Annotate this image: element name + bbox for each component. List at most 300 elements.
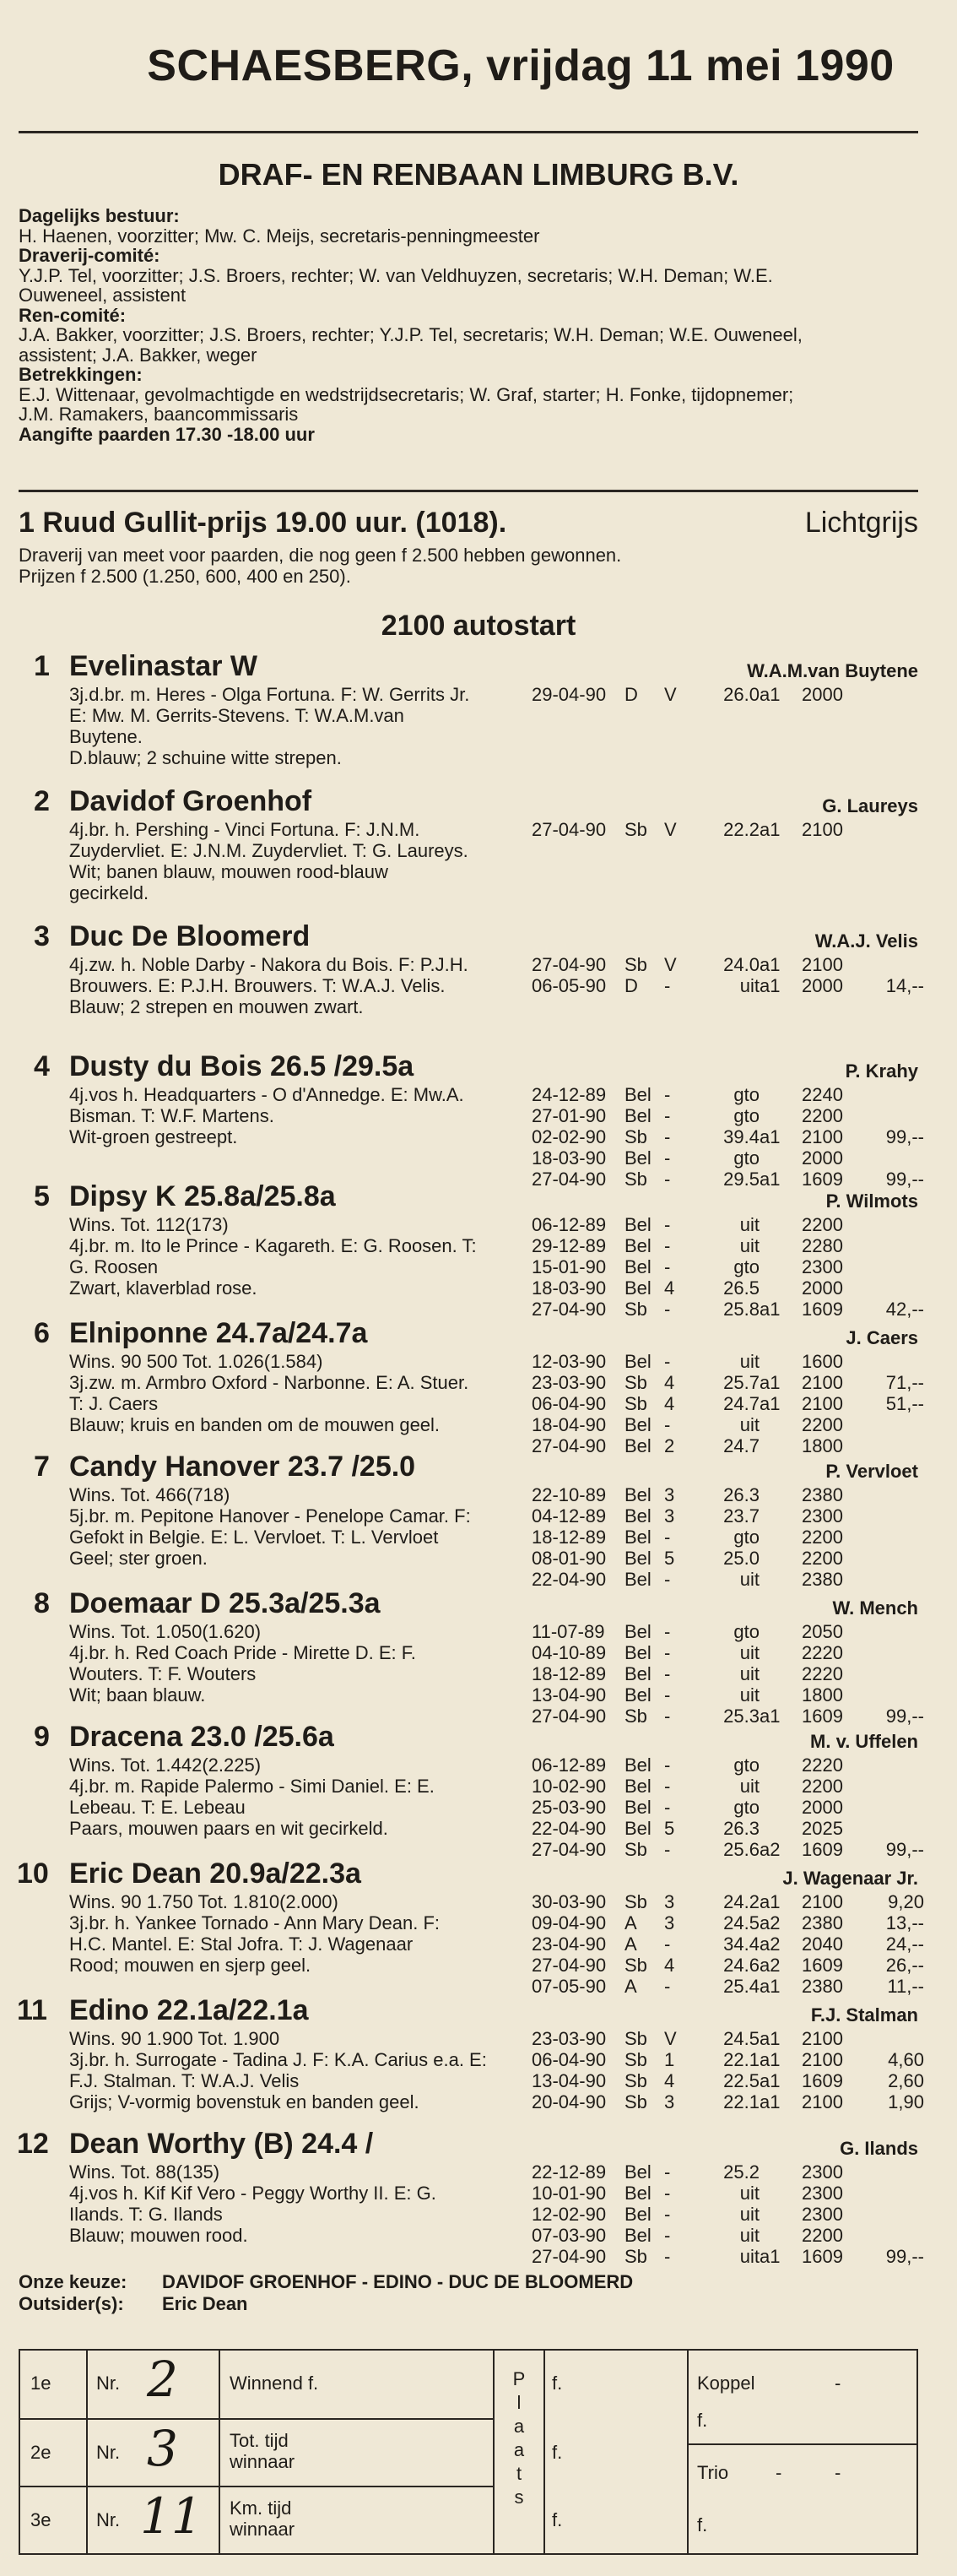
result-place: - [664, 1933, 671, 1955]
description-line: Blauw; 2 strepen en mouwen zwart. [69, 996, 364, 1017]
horse-driver: J. Wagenaar Jr. [782, 1868, 918, 1889]
description-line: Wit; banen blauw, mouwen rood-blauw [69, 861, 388, 882]
horse-name: Dracena 23.0 /25.6a [69, 1721, 334, 1753]
horse-name: Candy Hanover 23.7 /25.0 [69, 1451, 416, 1483]
result-track: Bel [624, 1505, 652, 1527]
result-row [0, 1684, 957, 1706]
result-place: 1 [664, 2049, 675, 2070]
result-date: 06-05-90 [532, 975, 607, 996]
result-track: Bel [624, 1414, 652, 1435]
result-track: Bel [624, 1754, 652, 1776]
result-distance: 2100 [802, 2091, 843, 2112]
result-distance: 2220 [802, 1642, 843, 1663]
result-place: 3 [664, 1484, 675, 1505]
result-row [0, 2091, 957, 2112]
trio-dash: - [776, 2462, 782, 2483]
horse-name: Dusty du Bois 26.5 /29.5a [69, 1050, 414, 1082]
horse-number: 12 [17, 2128, 49, 2160]
result-date: 10-01-90 [532, 2183, 607, 2204]
result-date: 27-04-90 [532, 1955, 607, 1976]
result-row [0, 2049, 957, 2070]
result-place: 5 [664, 1818, 675, 1839]
result-date: 27-04-90 [532, 954, 607, 975]
plaats-f: f. [552, 2373, 563, 2394]
result-track: A [624, 1912, 637, 1933]
result-row [0, 2070, 957, 2091]
result-date: 11-07-89 [532, 1621, 605, 1642]
result-track: Bel [624, 1351, 652, 1372]
result-row [0, 1797, 957, 1818]
result-place: - [664, 1126, 671, 1147]
result-time: 25.7 [723, 1372, 760, 1393]
result-place: - [664, 1169, 671, 1190]
result-odds: 4,60 [888, 2049, 924, 2070]
result-track: Bel [624, 1684, 652, 1706]
result-row [0, 1393, 957, 1414]
result-start: a1 [760, 975, 781, 996]
result-odds: 51,-- [885, 1393, 924, 1414]
result-date: 06-12-89 [532, 1754, 607, 1776]
race-header [19, 507, 922, 540]
result-track: Sb [624, 1372, 647, 1393]
horse-driver: W. Mench [832, 1597, 918, 1619]
result-distance: 2100 [802, 819, 843, 840]
board-text: Ouweneel, assistent [19, 285, 187, 306]
result-time: 22.5 [723, 2070, 760, 2091]
description-line: Wins. 90 1.900 Tot. 1.900 [69, 2028, 280, 2049]
result-date: 22-12-89 [532, 2161, 607, 2183]
result-place: - [664, 1527, 671, 1548]
description-line: Wit; baan blauw. [69, 1684, 206, 1706]
result-distance: 2300 [802, 1505, 843, 1527]
horse-name: Doemaar D 25.3a/25.3a [69, 1587, 381, 1619]
handwritten-number: 3 [147, 2420, 178, 2477]
plaats-letter: a [513, 2416, 525, 2437]
result-distance: 2200 [802, 1548, 843, 1569]
horse-number: 8 [34, 1587, 50, 1619]
result-row [0, 1663, 957, 1684]
race-condition: Draverij van meet voor paarden, die nog geen f 2.500 hebben gewonnen. [19, 545, 622, 566]
result-list [0, 1621, 957, 1727]
description-line: Zwart, klaverblad rose. [69, 1277, 257, 1299]
horse-driver: J. Caers [846, 1327, 918, 1348]
result-date: 22-04-90 [532, 1569, 607, 1590]
board-text: assistent; J.A. Bakker, weger [19, 344, 257, 366]
result-track: Bel [624, 1484, 652, 1505]
result-odds: 26,-- [885, 1955, 924, 1976]
result-date: 29-12-89 [532, 1235, 607, 1256]
result-date: 02-02-90 [532, 1126, 607, 1147]
horse-number: 2 [34, 785, 50, 817]
result-place: - [664, 1214, 671, 1235]
horse-driver: W.A.J. Velis [814, 930, 918, 952]
result-list [0, 2161, 957, 2267]
result-place: - [664, 1684, 671, 1706]
result-track: Bel [624, 1569, 652, 1590]
description-line: Wins. Tot. 1.050(1.620) [69, 1621, 262, 1642]
result-place: - [664, 1663, 671, 1684]
result-row [0, 1955, 957, 1976]
result-track: Sb [624, 2049, 647, 2070]
horse-number: 3 [34, 920, 50, 952]
result-distance: 2200 [802, 1527, 843, 1548]
result-odds: 71,-- [885, 1372, 924, 1393]
result-start: a1 [760, 2246, 781, 2267]
result-start: a1 [760, 2049, 781, 2070]
start-type: 2100 autostart [381, 610, 576, 642]
result-time: 25.4 [723, 1976, 760, 1997]
result-odds: 99,-- [885, 1169, 924, 1190]
result-time: uit [739, 1663, 760, 1684]
result-row [0, 1621, 957, 1642]
result-track: Sb [624, 1706, 647, 1727]
result-track: Sb [624, 1126, 647, 1147]
result-date: 07-05-90 [532, 1976, 607, 1997]
horse-driver: G. Ilands [840, 2138, 918, 2159]
board-text: J.M. Ramakers, baancommissaris [19, 404, 299, 425]
trio-f: f. [697, 2514, 708, 2535]
result-time: uit [739, 1642, 760, 1663]
result-place: - [664, 1776, 671, 1797]
result-row [0, 2183, 957, 2204]
result-date: 18-03-90 [532, 1277, 607, 1299]
description-line: D.blauw; 2 schuine witte strepen. [69, 747, 342, 768]
entry-hours: Aangifte paarden 17.30 -18.00 uur [19, 423, 315, 445]
board-heading: Draverij-comité: [19, 245, 160, 266]
result-date: 04-12-89 [532, 1505, 607, 1527]
description-line: Paars, mouwen paars en wit gecirkeld. [69, 1818, 388, 1839]
horse-number: 7 [34, 1451, 50, 1483]
result-track: Sb [624, 1955, 647, 1976]
result-distance: 2280 [802, 1235, 843, 1256]
result-distance: 2300 [802, 1256, 843, 1277]
result-place: 4 [664, 1372, 675, 1393]
result-time: 25.2 [723, 2161, 760, 2183]
result-date: 18-12-89 [532, 1527, 607, 1548]
horse-name: Edino 22.1a/22.1a [69, 1994, 309, 2026]
result-track: Bel [624, 1256, 652, 1277]
horse-number: 9 [34, 1721, 50, 1753]
place-2: 2e [30, 2442, 51, 2463]
horse-number: 4 [34, 1050, 50, 1082]
divider [19, 490, 918, 492]
plaats-vertical-label [510, 2367, 528, 2509]
result-row [0, 1548, 957, 1569]
result-date: 06-12-89 [532, 1214, 607, 1235]
result-distance: 2000 [802, 684, 843, 705]
race-title: 1 Ruud Gullit-prijs 19.00 uur. (1018). [19, 507, 507, 539]
result-row [0, 1818, 957, 1839]
result-time: 24.0 [723, 954, 760, 975]
horse-driver: F.J. Stalman [810, 2004, 918, 2026]
description-line: Zuydervliet. E: J.N.M. Zuydervliet. T: G. Laureys. [69, 840, 468, 861]
result-time: gto [733, 1754, 760, 1776]
description-line: 3j.zw. m. Armbro Oxford - Narbonne. E: A. Stuer. [69, 1372, 469, 1393]
result-place: V [664, 954, 677, 975]
result-start: a1 [760, 1126, 781, 1147]
result-place: - [664, 1299, 671, 1320]
result-date: 27-04-90 [532, 1706, 607, 1727]
result-place: V [664, 819, 677, 840]
place-3: 3e [30, 2509, 51, 2530]
result-start: a1 [760, 1891, 781, 1912]
result-track: Sb [624, 819, 647, 840]
description-line: Wouters. T: F. Wouters [69, 1663, 257, 1684]
result-distance: 1609 [802, 2246, 843, 2267]
description-line: E: Mw. M. Gerrits-Stevens. T: W.A.M.van [69, 705, 404, 726]
result-start: a1 [760, 1706, 781, 1727]
result-date: 27-04-90 [532, 1169, 607, 1190]
form-line [493, 2351, 495, 2553]
result-row [0, 1256, 957, 1277]
result-list [0, 1084, 957, 1190]
result-time: 22.2 [723, 819, 760, 840]
result-track: A [624, 1976, 637, 1997]
result-date: 12-02-90 [532, 2204, 607, 2225]
description-line: Brouwers. E: P.J.H. Brouwers. T: W.A.J. Velis. [69, 975, 446, 996]
result-place: - [664, 1414, 671, 1435]
horse-number: 6 [34, 1317, 50, 1349]
description-line: H.C. Mantel. E: Stal Jofra. T: J. Wagenaar [69, 1933, 414, 1955]
description-line: Gefokt in Belgie. E: L. Vervloet. T: L. Vervloet [69, 1527, 439, 1548]
plaats-letter: s [514, 2487, 524, 2508]
description-line: F.J. Stalman. T: W.A.J. Velis [69, 2070, 300, 2091]
result-distance: 1609 [802, 1839, 843, 1860]
result-start: a1 [760, 2070, 781, 2091]
result-distance: 2100 [802, 954, 843, 975]
result-date: 27-04-90 [532, 1299, 607, 1320]
result-distance: 1800 [802, 1684, 843, 1706]
result-row [0, 1105, 957, 1126]
result-time: 23.7 [723, 1505, 760, 1527]
result-time: uit [739, 2246, 760, 2267]
result-track: Bel [624, 2225, 652, 2246]
result-date: 22-04-90 [532, 1818, 607, 1839]
result-track: Sb [624, 1891, 647, 1912]
result-date: 07-03-90 [532, 2225, 607, 2246]
result-track: Bel [624, 1105, 652, 1126]
result-time: uit [739, 2204, 760, 2225]
description-line: 4j.vos h. Headquarters - O d'Annedge. E: Mw.A. [69, 1084, 464, 1105]
result-time: 24.7 [723, 1393, 760, 1414]
result-track: Sb [624, 1299, 647, 1320]
place-1: 1e [30, 2373, 51, 2394]
label-line: Km. tijd [230, 2497, 292, 2519]
result-distance: 2220 [802, 1663, 843, 1684]
result-row [0, 1084, 957, 1105]
result-row [0, 1754, 957, 1776]
tot-tijd-label [230, 2430, 295, 2472]
choice-label: Onze keuze: [19, 2271, 127, 2292]
result-date: 12-03-90 [532, 1351, 607, 1372]
result-track: Sb [624, 2091, 647, 2112]
result-distance: 1609 [802, 2070, 843, 2091]
result-list [0, 1891, 957, 1997]
result-distance: 2380 [802, 1976, 843, 1997]
nr-label: Nr. [96, 2509, 121, 2530]
description-line: T: J. Caers [69, 1393, 159, 1414]
result-place: 3 [664, 2091, 675, 2112]
result-place: 4 [664, 1955, 675, 1976]
koppel-f: f. [697, 2410, 708, 2431]
label-line: winnaar [230, 2451, 295, 2472]
result-distance: 2300 [802, 2161, 843, 2183]
result-odds: 1,90 [888, 2091, 924, 2112]
description-line: 3j.d.br. m. Heres - Olga Fortuna. F: W. Gerrits Jr. [69, 684, 470, 705]
race-description [19, 545, 922, 587]
result-track: Sb [624, 1393, 647, 1414]
plaats-letter: l [516, 2392, 522, 2413]
board-heading: Betrekkingen: [19, 364, 143, 385]
horse-name: Elniponne 24.7a/24.7a [69, 1317, 368, 1349]
result-track: Sb [624, 2028, 647, 2049]
plaats-letter: P [512, 2368, 526, 2389]
description-line: 5j.br. m. Pepitone Hanover - Penelope Camar. F: [69, 1505, 471, 1527]
result-odds: 11,-- [887, 1976, 924, 1997]
result-time: uit [739, 1684, 760, 1706]
result-track: Bel [624, 1776, 652, 1797]
description-line: Wit-groen gestreept. [69, 1126, 238, 1147]
result-row [0, 1147, 957, 1169]
description-line: Wins. 90 1.750 Tot. 1.810(2.000) [69, 1891, 338, 1912]
result-start: a1 [760, 2028, 781, 2049]
trio-label: Trio [697, 2462, 729, 2483]
result-time: 34.4 [723, 1933, 760, 1955]
choice-value: DAVIDOF GROENHOF - EDINO - DUC DE BLOOMERD [162, 2271, 634, 2292]
result-track: D [624, 684, 638, 705]
description-line: Wins. Tot. 88(135) [69, 2161, 220, 2183]
result-track: Bel [624, 1277, 652, 1299]
race-colour: Lichtgrijs [804, 507, 918, 539]
horse-name: Evelinastar W [69, 650, 257, 682]
result-date: 10-02-90 [532, 1776, 607, 1797]
result-odds: 14,-- [885, 975, 924, 996]
result-place: - [664, 2225, 671, 2246]
result-place: - [664, 2161, 671, 2183]
result-track: Bel [624, 1621, 652, 1642]
result-list [0, 2028, 957, 2112]
result-date: 08-01-90 [532, 1548, 607, 1569]
km-tijd-label [230, 2497, 295, 2540]
result-start: a1 [760, 954, 781, 975]
result-list [0, 684, 957, 705]
outsider-label: Outsider(s): [19, 2293, 124, 2314]
result-date: 06-04-90 [532, 1393, 607, 1414]
result-start: a2 [760, 1955, 781, 1976]
result-place: - [664, 1147, 671, 1169]
result-date: 27-04-90 [532, 819, 607, 840]
tip-form [19, 2349, 918, 2555]
result-time: uit [739, 1214, 760, 1235]
result-distance: 2000 [802, 975, 843, 996]
result-place: - [664, 1235, 671, 1256]
result-date: 27-04-90 [532, 1839, 607, 1860]
result-date: 27-01-90 [532, 1105, 607, 1126]
nr-label: Nr. [96, 2442, 121, 2463]
description-line: 4j.br. m. Rapide Palermo - Simi Daniel. E: E. [69, 1776, 435, 1797]
result-start: a1 [760, 2091, 781, 2112]
result-row [0, 1277, 957, 1299]
label-line: Tot. tijd [230, 2430, 289, 2451]
page-title: SCHAESBERG, vrijdag 11 mei 1990 [147, 41, 895, 90]
result-start: a1 [760, 684, 781, 705]
description-line: 3j.br. h. Yankee Tornado - Ann Mary Dean. F: [69, 1912, 441, 1933]
horse-driver: P. Krahy [845, 1060, 918, 1082]
horse-number: 11 [17, 1994, 47, 2026]
horse-number: 10 [17, 1857, 49, 1890]
result-odds: 99,-- [885, 2246, 924, 2267]
result-row [0, 2204, 957, 2225]
result-track: A [624, 1933, 637, 1955]
description-line: gecirkeld. [69, 882, 149, 903]
result-odds: 99,-- [885, 1126, 924, 1147]
result-row [0, 1484, 957, 1505]
result-start: a1 [760, 1393, 781, 1414]
result-place: 3 [664, 1505, 675, 1527]
result-odds: 99,-- [885, 1706, 924, 1727]
result-time: 25.0 [723, 1548, 760, 1569]
result-row [0, 1505, 957, 1527]
result-distance: 2380 [802, 1569, 843, 1590]
result-place: 2 [664, 1435, 675, 1456]
result-row [0, 819, 957, 840]
our-choice [19, 2271, 633, 2315]
handwritten-number: 2 [147, 2351, 178, 2408]
result-place: 4 [664, 1393, 675, 1414]
result-row [0, 1372, 957, 1393]
result-row [0, 1235, 957, 1256]
form-line [86, 2351, 88, 2553]
result-time: 24.6 [723, 1955, 760, 1976]
form-line [687, 2351, 689, 2553]
result-place: 4 [664, 2070, 675, 2091]
plaats-letter: a [513, 2439, 525, 2460]
result-list [0, 1214, 957, 1320]
result-track: Sb [624, 1839, 647, 1860]
result-track: Bel [624, 1818, 652, 1839]
result-distance: 2000 [802, 1797, 843, 1818]
board-heading: Ren-comité: [19, 304, 127, 326]
description-line: Wins. Tot. 112(173) [69, 1214, 229, 1235]
result-track: Bel [624, 1527, 652, 1548]
description-line: Wins. Tot. 466(718) [69, 1484, 230, 1505]
result-date: 25-03-90 [532, 1797, 607, 1818]
result-place: V [664, 2028, 677, 2049]
result-row [0, 954, 957, 975]
result-time: uit [739, 1351, 760, 1372]
form-line [20, 2418, 493, 2420]
result-date: 18-03-90 [532, 1147, 607, 1169]
description-line: G. Roosen [69, 1256, 159, 1277]
result-row [0, 1214, 957, 1235]
result-track: D [624, 975, 638, 996]
result-track: Bel [624, 1642, 652, 1663]
result-list [0, 819, 957, 840]
result-place: 4 [664, 1277, 675, 1299]
board-text: J.A. Bakker, voorzitter; J.S. Broers, rechter; Y.J.P. Tel, secretaris; W.H. Deman; W.E. Ouweneel, [19, 324, 803, 345]
horse-driver: P. Vervloet [825, 1461, 918, 1482]
result-time: uit [739, 1776, 760, 1797]
horse-name: Dipsy K 25.8a/25.8a [69, 1180, 336, 1212]
result-date: 18-04-90 [532, 1414, 607, 1435]
result-time: uit [739, 2183, 760, 2204]
board-text: H. Haenen, voorzitter; Mw. C. Meijs, secretaris-penningmeester [19, 225, 540, 247]
result-start: a1 [760, 1169, 781, 1190]
result-place: 5 [664, 1548, 675, 1569]
description-line: Wins. 90 500 Tot. 1.026(1.584) [69, 1351, 323, 1372]
result-distance: 2000 [802, 1277, 843, 1299]
result-place: - [664, 1569, 671, 1590]
